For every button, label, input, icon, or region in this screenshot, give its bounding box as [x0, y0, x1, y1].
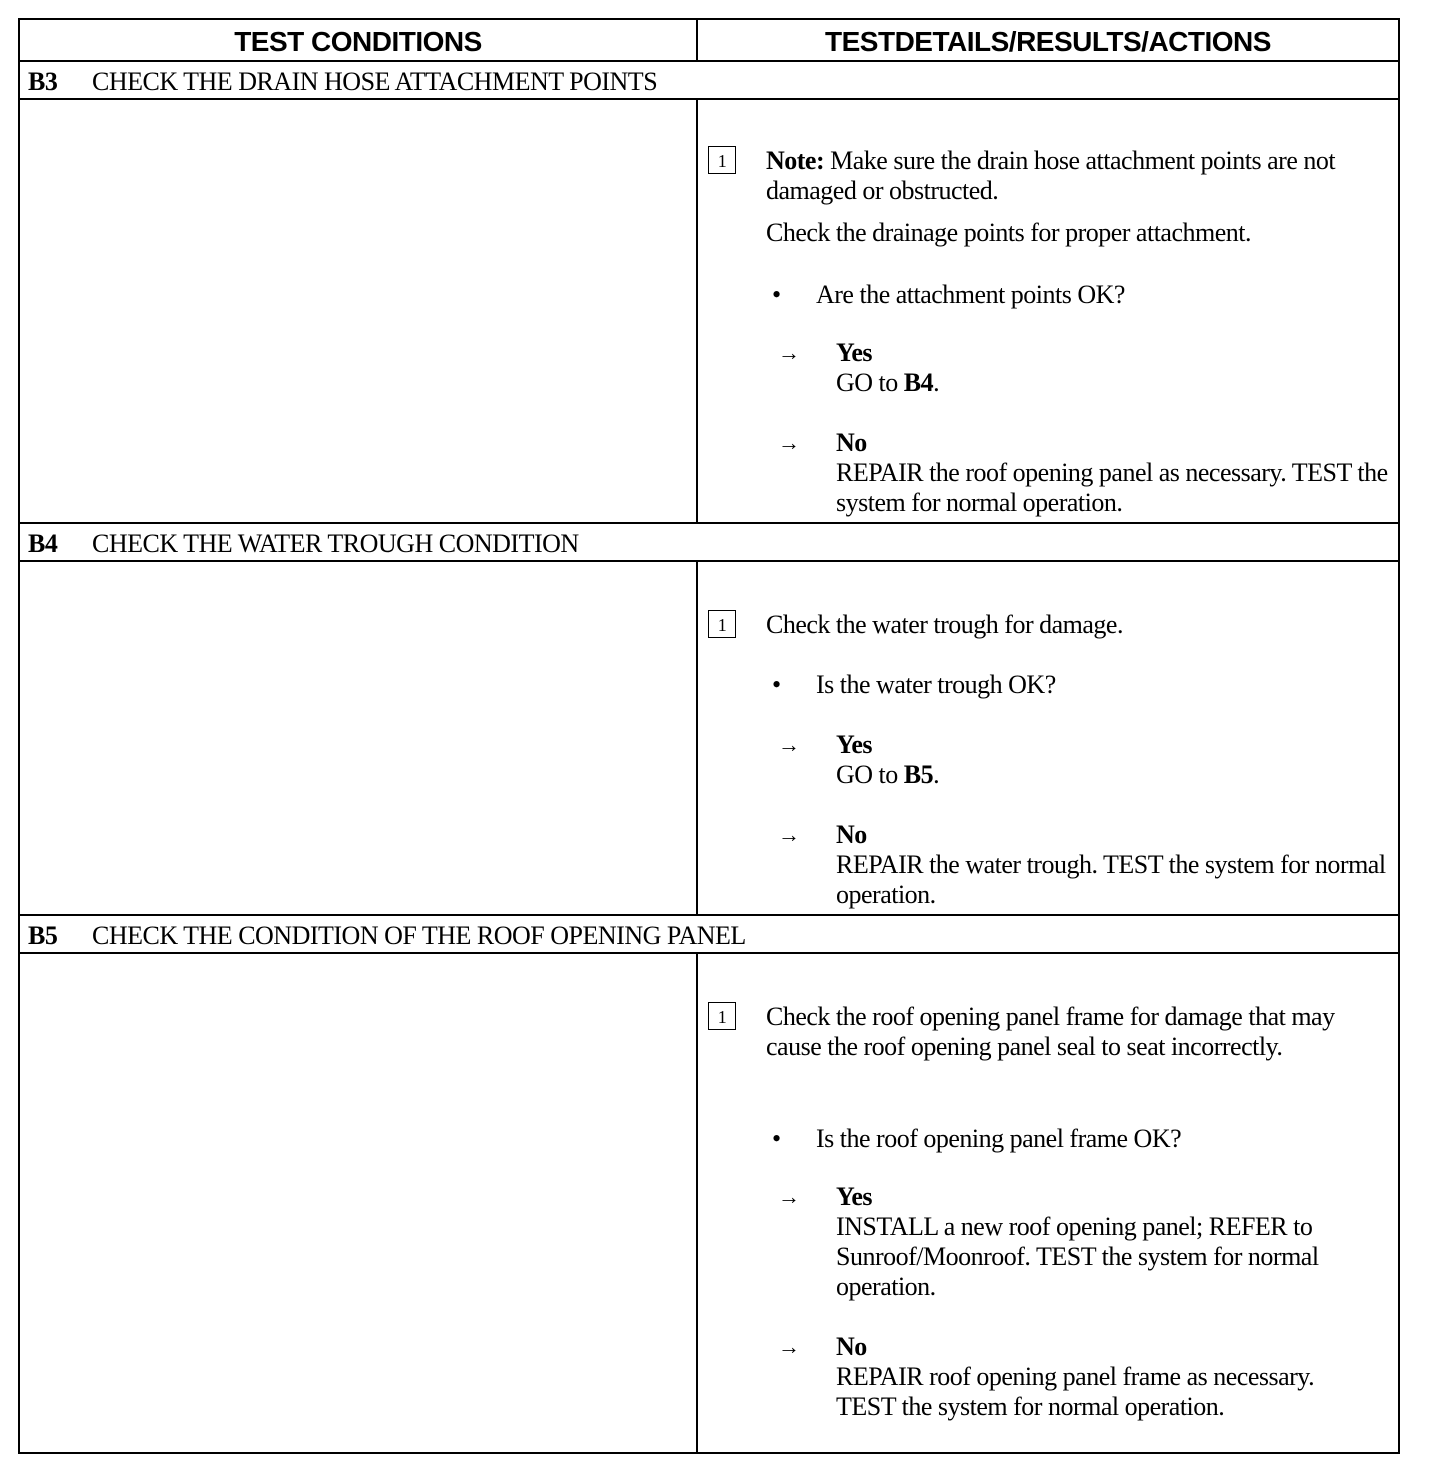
step-number-box: 1: [708, 146, 736, 174]
bullet-icon: •: [772, 1124, 781, 1153]
step-number-box: 1: [708, 610, 736, 638]
yes-label: Yes: [836, 730, 873, 759]
bullet-icon: •: [772, 280, 781, 309]
question-text: Are the attachment points OK?: [816, 280, 1125, 309]
column-divider: [696, 562, 698, 914]
yes-branch: [836, 730, 1396, 790]
section-title: CHECK THE DRAIN HOSE ATTACHMENT POINTS: [92, 67, 658, 96]
section-b5-body: [20, 954, 1398, 1452]
header-test-details: TESTDETAILS/RESULTS/ACTIONS: [825, 26, 1271, 57]
section-b4-body: [20, 562, 1398, 914]
arrow-right-icon: →: [778, 430, 800, 455]
yes-ref-link[interactable]: B4: [903, 368, 934, 397]
question-text: Is the water trough OK?: [816, 670, 1056, 699]
yes-label: Yes: [836, 1182, 873, 1211]
section-b3-body: [20, 100, 1398, 522]
bullet-icon: •: [772, 670, 781, 699]
section-b5-title-row: [20, 914, 1398, 954]
column-divider: [696, 100, 698, 522]
section-title: CHECK THE CONDITION OF THE ROOF OPENING PANEL: [92, 921, 746, 950]
instruction-text: Check the roof opening panel frame for damage that may cause the roof opening panel seal to seat incorrectly.: [766, 1002, 1335, 1061]
column-divider: [696, 954, 698, 1452]
no-text: REPAIR the water trough. TEST the system for normal operation.: [836, 850, 1386, 909]
no-text: REPAIR roof opening panel frame as necessary. TEST the system for normal operation.: [836, 1362, 1315, 1421]
step-number-box: 1: [708, 1002, 736, 1030]
yes-ref-link[interactable]: B5: [903, 760, 934, 789]
yes-pre: GO to: [836, 760, 904, 789]
diagnostic-table: [18, 18, 1400, 1454]
note-paragraph: [766, 146, 1386, 206]
section-id: B4: [28, 529, 58, 558]
no-label: No: [836, 428, 867, 457]
yes-label: Yes: [836, 338, 873, 367]
section-id: B5: [28, 921, 58, 950]
note-label: Note:: [766, 146, 825, 175]
yes-post: .: [933, 368, 940, 397]
arrow-right-icon: →: [778, 822, 800, 847]
no-branch: [836, 820, 1396, 910]
section-title: CHECK THE WATER TROUGH CONDITION: [92, 529, 579, 558]
arrow-right-icon: →: [778, 1184, 800, 1209]
yes-branch: [836, 338, 1396, 398]
yes-pre: GO to: [836, 368, 904, 397]
header-test-conditions: TEST CONDITIONS: [20, 20, 698, 60]
yes-text: INSTALL a new roof opening panel; REFER to Sunroof/Moonroof. TEST the system for normal operation.: [836, 1212, 1319, 1301]
arrow-right-icon: →: [778, 732, 800, 757]
no-branch: [836, 1332, 1356, 1422]
no-text: REPAIR the roof opening panel as necessary. TEST the system for normal operation.: [836, 458, 1388, 517]
no-branch: [836, 428, 1396, 518]
no-label: No: [836, 820, 867, 849]
section-b4-title-row: [20, 522, 1398, 562]
arrow-right-icon: →: [778, 1334, 800, 1359]
instruction-text: Check the drainage points for proper attachment.: [766, 218, 1251, 247]
section-b3-title-row: [20, 60, 1398, 100]
note-text: Make sure the drain hose attachment points are not damaged or obstructed.: [766, 146, 1336, 205]
yes-branch: [836, 1182, 1396, 1302]
section-id: B3: [28, 67, 58, 96]
table-header: [20, 20, 1398, 62]
no-label: No: [836, 1332, 867, 1361]
question-text: Is the roof opening panel frame OK?: [816, 1124, 1182, 1153]
yes-post: .: [933, 760, 940, 789]
arrow-right-icon: →: [778, 340, 800, 365]
instruction-text: Check the water trough for damage.: [766, 610, 1123, 639]
